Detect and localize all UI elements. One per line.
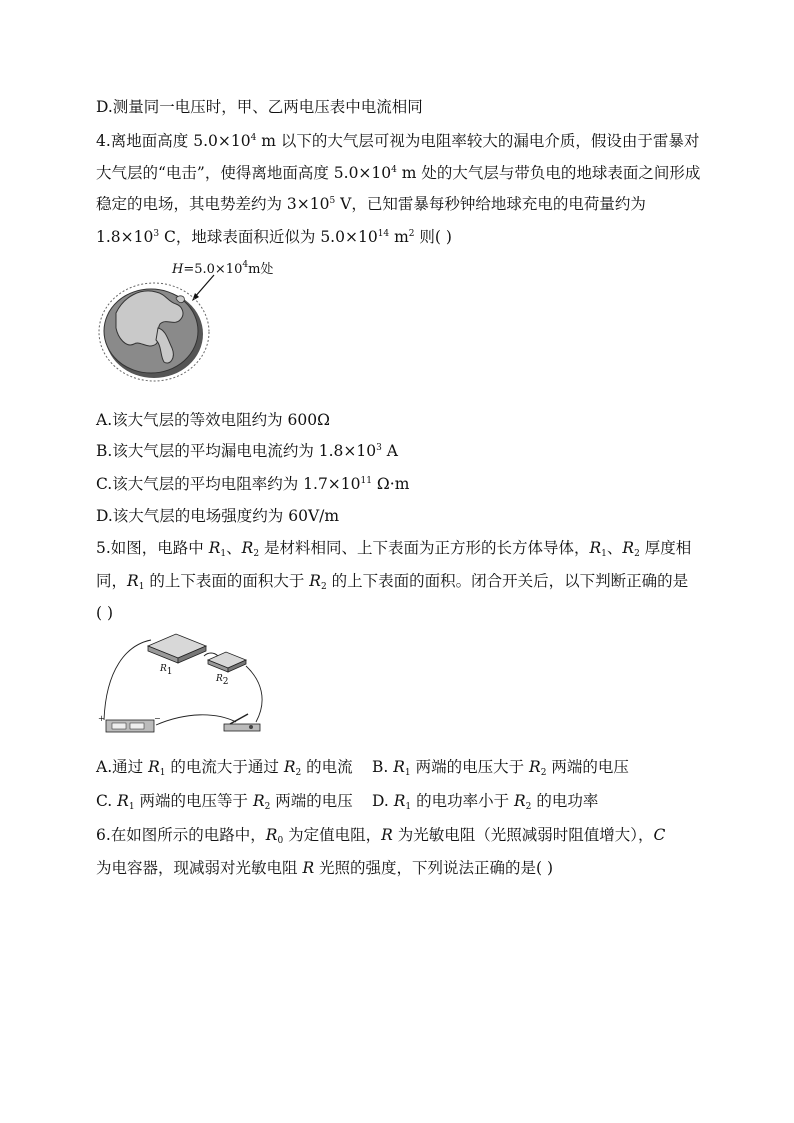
q4-option-c: C.该大气层的平均电阻率约为 $1.7\times 10^{11}$ Ω·m <box>96 475 410 493</box>
q5-option-c: C. $R_1$ 两端的电压等于 $R_2$ 两端的电压 <box>96 792 353 812</box>
battery-minus-label: − <box>154 714 161 723</box>
q3-option-d: D.测量同一电压时，甲、乙两电压表中电流相同 <box>96 98 423 116</box>
q4-option-a: A.该大气层的等效电阻约为 600Ω <box>96 411 330 429</box>
circuit-figure <box>96 630 276 740</box>
q4-stem-line2: 大气层的“电击”，使得离地面高度 $5.0\times 10^4$ m 处的大气层与带负电的地球表面之间形成 <box>96 164 701 182</box>
earth-diagram <box>96 258 316 388</box>
circuit-diagram <box>96 630 276 740</box>
q5-option-b: B. $R_1$ 两端的电压大于 $R_2$ 两端的电压 <box>372 758 629 778</box>
q5-option-a: A.通过 $R_1$ 的电流大于通过 $R_2$ 的电流 <box>96 758 353 778</box>
q4-option-d: D.该大气层的电场强度约为 60V/m <box>96 507 340 525</box>
q5-option-d: D. $R_1$ 的电功率小于 $R_2$ 的电功率 <box>372 792 599 812</box>
q4-stem-line3: 稳定的电场，其电势差约为 $3\times 10^5$ V，已知雷暴每秒钟给地球充电的电荷量约为 <box>96 195 646 213</box>
q4-option-b: B.该大气层的平均漏电电流约为 $1.8\times 10^3$ A <box>96 442 398 460</box>
earth-height-label: $H=5.0\times 10^4m$处 <box>172 260 274 277</box>
battery-plus-label: + <box>98 714 105 723</box>
q5-stem-line2: 同，$R_1$ 的上下表面的面积大于 $R_2$ 的上下表面的面积。闭合开关后，以下判断正确的是 <box>96 572 689 592</box>
q6-stem-line2: 为电容器，现减弱对光敏电阻 R 光照的强度，下列说法正确的是( ) <box>96 859 554 877</box>
q5-options-row2 <box>96 791 776 811</box>
q5-stem-line3: ( ) <box>96 604 114 622</box>
r1-label: $R_1$ <box>160 664 173 677</box>
q5-stem-line1: 5.如图，电路中 $R_1$、$R_2$ 是材料相同、上下表面为正方形的长方体导体，$R_1$、$R_2$ 厚度相 <box>96 539 692 559</box>
q5-options-row1 <box>96 757 776 777</box>
q4-stem-line1: 4.离地面高度 $5.0\times 10^4$ m 以下的大气层可视为电阻率较大的漏电介质，假设由于雷暴对 <box>96 132 700 150</box>
earth-figure <box>96 258 316 388</box>
q6-stem-line1: 6.在如图所示的电路中，$R_0$ 为定值电阻，R 为光敏电阻（光照减弱时阻值增大），C <box>96 826 666 846</box>
r2-label: $R_2$ <box>216 674 229 687</box>
q4-stem-line4: $1.8\times 10^3$ C，地球表面积近似为 $5.0\times 10^{14}$ $m^2$ 则( ) <box>96 228 452 246</box>
